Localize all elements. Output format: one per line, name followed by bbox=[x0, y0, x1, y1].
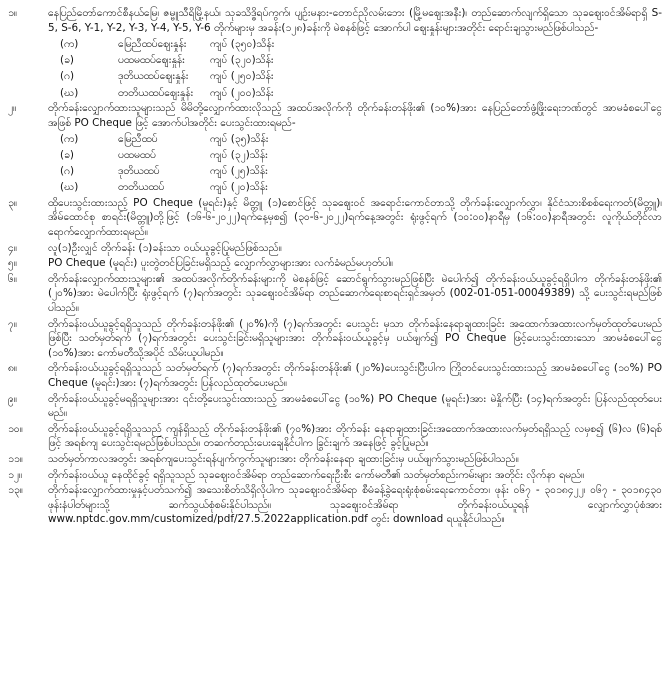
price-list-1 bbox=[8, 36, 662, 101]
item-mark: (က) bbox=[60, 132, 79, 145]
paragraph-number: ၆။ bbox=[8, 272, 17, 285]
deposit-amount: ကျပ် (၂၅)သိန်း bbox=[210, 165, 268, 178]
floor-name: ဒုတိယထပ် bbox=[118, 165, 160, 178]
price-amount: ကျပ် (၂၅၀)သိန်း bbox=[210, 70, 274, 83]
floor-name: ဒုတိယထပ်ဈေးနှုန်း bbox=[118, 70, 189, 83]
price-amount: ကျပ် (၃၅၀)သိန်း bbox=[210, 37, 275, 50]
deposit-row bbox=[8, 147, 662, 163]
paragraph-2 bbox=[8, 101, 662, 130]
paragraph-6 bbox=[8, 272, 662, 316]
deposit-amount: ကျပ် (၃၅)သိန်း bbox=[210, 132, 269, 145]
paragraph-8 bbox=[8, 361, 662, 390]
item-mark: (ခ) bbox=[60, 149, 74, 162]
paragraph-10 bbox=[8, 422, 662, 451]
paragraph-number: ၁၀။ bbox=[8, 422, 23, 435]
floor-name: ပထမထပ် bbox=[118, 149, 156, 162]
item-mark: (က) bbox=[60, 37, 79, 50]
paragraph-number: ၁၁။ bbox=[8, 452, 23, 465]
paragraph-text: နေပြည်တော်ကောင်စီနယ်မြေ၊ ဇမ္ဗူသီရိမြို့နယ်၊ သုခသိဒ္ဓိရပ်ကွက်၊ ပျဉ်းမနား-တောင်ညိုလမ်းဘေး (မြို့မဈေးအနီး)၊ တည်ဆောက်လျက်ရှိသော သုခဈေးဝင်အိမ်ရာရှိ S-5, S-6, Y-1, Y-2, Y-3, Y-4, Y-5, Y-6 တိုက်များမှ အခန်း(၁၂၈)ခန်းကို မဲစနစ်ဖြင့် အောက်ပါ ဈေးနှုန်းများအတိုင်း ရောင်းချသွားမည်ဖြစ်ပါသည်- bbox=[48, 7, 662, 34]
paragraph-13 bbox=[8, 483, 662, 527]
floor-name: မြေညီထပ်ဈေးနှုန်း bbox=[118, 37, 187, 50]
paragraph-9 bbox=[8, 392, 662, 421]
paragraph-4 bbox=[8, 241, 662, 256]
deposit-amount: ကျပ် (၂၀)သိန်း bbox=[210, 181, 268, 194]
paragraph-number: ၂။ bbox=[8, 101, 17, 114]
paragraph-text: တိုက်ခန်းဝယ်ယူခွင့်ရရှိသူသည် တိုက်ခန်းတန်ဖိုး၏ (၂၀%)ကို (၇)ရက်အတွင်း ပေးသွင်း မှသာ တိုက်ခန်းနေရာချထားခြင်း အထောက်အထားလက်မှတ်ထုတ်ပေးမည်ဖြစ်ပြီး သတ်မှတ်ရက် (၇)ရက်အတွင်း ပေးသွင်းခြင်းမရှိသူများအား တိုက်ခန်းဝယ်ယူခွင့်မှ ပယ်ဖျက်၍ PO Cheque ဖြင့်ပေးသွင်းထားသော အာမခံစပေါ်ငွေ (၁၀%)အား ကော်မတီသို့အပိုင် သိမ်းယူပါမည်။ bbox=[48, 317, 662, 359]
paragraph-number: ၉။ bbox=[8, 392, 17, 405]
paragraph-text: တိုက်ခန်းဝယ်ယူခွင့်မရရှိသူများအား ၎င်းတို့ပေးသွင်းထားသည့် အာမခံစပေါ်ငွေ (၁၀%) PO Cheque (မူရင်း)အား မဲနှိုက်ပြီး (၁၄)ရက်အတွင်း ပြန်လည်ထုတ်ပေးမည်။ bbox=[48, 392, 662, 420]
item-mark: (ခ) bbox=[60, 54, 74, 67]
floor-name: ပထမထပ်ဈေးနှုန်း bbox=[118, 54, 185, 67]
paragraph-number: ၃။ bbox=[8, 196, 17, 209]
paragraph-text: တိုက်ခန်းဝယ်ယူခွင့်ရရှိသူသည် ကျန်ရှိသည့် တိုက်ခန်းတန်ဖိုး၏ (၇၀%)အား တိုက်ခန်း နေရာချထားခြင်းအထောက်အထားလက်မှတ်ရရှိသည့် လမှစ၍ (၆)လ (၆)ရစ်ဖြင့် အရစ်ကျ ပေးသွင်းရမည်ဖြစ်ပါသည်။ တဆက်တည်းပေးချေနိုင်ပါက ခြွင်းချက် အနေဖြင့် ခွင့်ပြုမည်။ bbox=[48, 422, 662, 450]
floor-name: မြေညီထပ် bbox=[118, 132, 158, 145]
price-row bbox=[8, 36, 662, 52]
item-mark: (ဃ) bbox=[60, 86, 79, 99]
paragraph-3 bbox=[8, 196, 662, 240]
deposit-row bbox=[8, 180, 662, 196]
paragraph-11 bbox=[8, 452, 662, 467]
price-amount: ကျပ် (၂၀၀)သိန်း bbox=[210, 86, 274, 99]
paragraph-text: တိုက်ခန်းဝယ်ယူခွင့်ရရှိသူသည် သတ်မှတ်ရက် (၇)ရက်အတွင်း တိုက်ခန်းတန်ဖိုး၏ (၂၀%)ပေးသွင်းပြီးပါက ကြိုတင်ပေးသွင်းထားသည့် အာမခံစပေါ်ငွေ (၁၀%) PO Cheque (မူရင်း)အား (၇)ရက်အတွင်း ပြန်လည်ထုတ်ပေးမည်။ bbox=[48, 362, 662, 389]
paragraph-number: ၄။ bbox=[8, 241, 17, 254]
floor-name: တတိယထပ် bbox=[118, 181, 165, 194]
paragraph-text: လူ(၁)ဦးလျှင် တိုက်ခန်း (၁)ခန်းသာ ဝယ်ယူခွင့်ပြုမည်ဖြစ်သည်။ bbox=[48, 241, 282, 254]
paragraph-text: တိုက်ခန်းလျှောက်ထားသူများ၏ အထပ်အလိုက်တိုက်ခန်းများကို မဲစနစ်ဖြင့် ဆောင်ရွက်သွားမည်ဖြစ်ပြီး မဲပေါက်၍ တိုက်ခန်းဝယ်ယူခွင့်ရရှိပါက တိုက်ခန်းတန်ဖိုး၏ (၂၀%)အား မဲပေါက်ပြီး ရုံးဖွင့်ရက် (၇)ရက်အတွင်း သုခဈေးဝင်အိမ်ရာ တည်ဆောက်ရေးစာရင်းရှင်အမှတ် (002-01-051-00049389) သို့ ပေးသွင်းရမည်ဖြစ်ပါသည်။ bbox=[48, 272, 662, 315]
price-row bbox=[8, 52, 662, 68]
item-mark: (ဂ) bbox=[60, 165, 75, 178]
paragraph-text: ထိုပေးသွင်းထားသည့် PO Cheque (မူရင်း)နှင့် မိတ္တူ (၁)စောင်ဖြင့် သုခဈေးဝင် အရောင်းကောင်တာသို့ တိုက်ခန်းလျှောက်လွှာ၊ နိုင်ငံသားစိစစ်ရေးကတ်(မိတ္တူ)၊ အိမ်ထောင်စု စာရင်း(မိတ္တူ)တို့ဖြင့် (၁၆-၆-၂၀၂၂)ရက်နေ့မှစ၍ (၃၀-၆-၂၀၂၂)ရက်နေ့အတွင်း ရုံးဖွင့်ရက် (၁၀:၀၀)နာရီမှ (၁၆:၀၀)နာရီအတွင်း လူကိုယ်တိုင်လာရောက်လျှောက်ထားရမည်။ bbox=[48, 196, 662, 239]
paragraph-text: PO Cheque (မူရင်း) ပူးတွဲတင်ပြခြင်းမရှိသည့် လျှောက်လွှာများအား လက်ခံမည်မဟုတ်ပါ။ bbox=[48, 257, 394, 270]
paragraph-text: တိုက်ခန်းလျှောက်ထားသူများသည် မိမိတို့လျှောက်ထားလိုသည့် အထပ်အလိုက်ကို တိုက်ခန်းတန်ဖိုး၏ (၁၀%)အား နေပြည်တော်ဖွံ့ဖြိုးရေးဘဏ်တွင် အာမခံစပေါ်ငွေအဖြစ် PO Cheque ဖြင့် အောက်ပါအတိုင်း ပေးသွင်းထားရမည်- bbox=[48, 101, 662, 129]
paragraph-text: တိုက်ခန်းလျှောက်ထားမှုနှင့်ပတ်သက်၍ အသေးစိတ်သိရှိလိုပါက သုခဈေးဝင်အိမ်ရာ စီမံခန့်ခွဲရေးရုံးစုံစမ်းရေးကောင်တာ၊ ဖုန်း ၀၆၇ - ၃၀၁၈၄၂၂၊ ၀၆၇ - ၃၀၁၈၄၃၀ ဖုန်းနံပါတ်များသို့ ဆက်သွယ်စုံစမ်းနိုင်ပါသည်။ သုခဈေးဝင်အိမ်ရာ တိုက်ခန်းဝယ်ယူရန် လျှောက်လွှာပုံစံအား www.nptdc.gov.mm/customized/pdf/27.5.2022application.pdf တွင်း download ရယူနိုင်ပါသည်။ bbox=[48, 484, 662, 526]
paragraph-text: တိုက်ခန်းဝယ်ယူ နေထိုင်ခွင့် ရရှိသူသည် သုခဈေးဝင်အိမ်ရာ တည်ဆောက်ရေးဦးစီး ကော်မတီ၏ သတ်မှတ်စည်းကမ်းများ အတိုင်း လိုက်နာ ရမည်။ bbox=[48, 468, 585, 481]
paragraph-number: ၇။ bbox=[8, 317, 17, 330]
paragraph-7 bbox=[8, 317, 662, 361]
price-row bbox=[8, 85, 662, 101]
paragraph-text: သတ်မှတ်ကာလအတွင်း အရစ်ကျပေးသွင်းရန်ပျက်ကွက်သူများအား တိုက်ခန်းနေရာ ချထားခြင်းမှ ပယ်ဖျက်သွားမည်ဖြစ်ပါသည်။ bbox=[48, 452, 519, 465]
paragraph-number: ၁၂။ bbox=[8, 468, 23, 481]
paragraph-1 bbox=[8, 6, 662, 35]
item-mark: (ဂ) bbox=[60, 70, 75, 83]
price-amount: ကျပ် (၃၂၀)သိန်း bbox=[210, 54, 274, 67]
paragraph-5 bbox=[8, 256, 662, 271]
deposit-row bbox=[8, 164, 662, 180]
price-list-2 bbox=[8, 131, 662, 196]
price-row bbox=[8, 69, 662, 85]
paragraph-number: ၈။ bbox=[8, 362, 18, 375]
deposit-row bbox=[8, 131, 662, 147]
item-mark: (ဃ) bbox=[60, 181, 79, 194]
floor-name: တတိယထပ်ဈေးနှုန်း bbox=[118, 86, 194, 99]
paragraph-12 bbox=[8, 468, 662, 483]
deposit-amount: ကျပ် (၃၂)သိန်း bbox=[210, 149, 268, 162]
paragraph-number: ၅။ bbox=[8, 257, 17, 270]
paragraph-number: ၁၃။ bbox=[8, 484, 23, 497]
paragraph-number: ၁။ bbox=[8, 7, 17, 19]
